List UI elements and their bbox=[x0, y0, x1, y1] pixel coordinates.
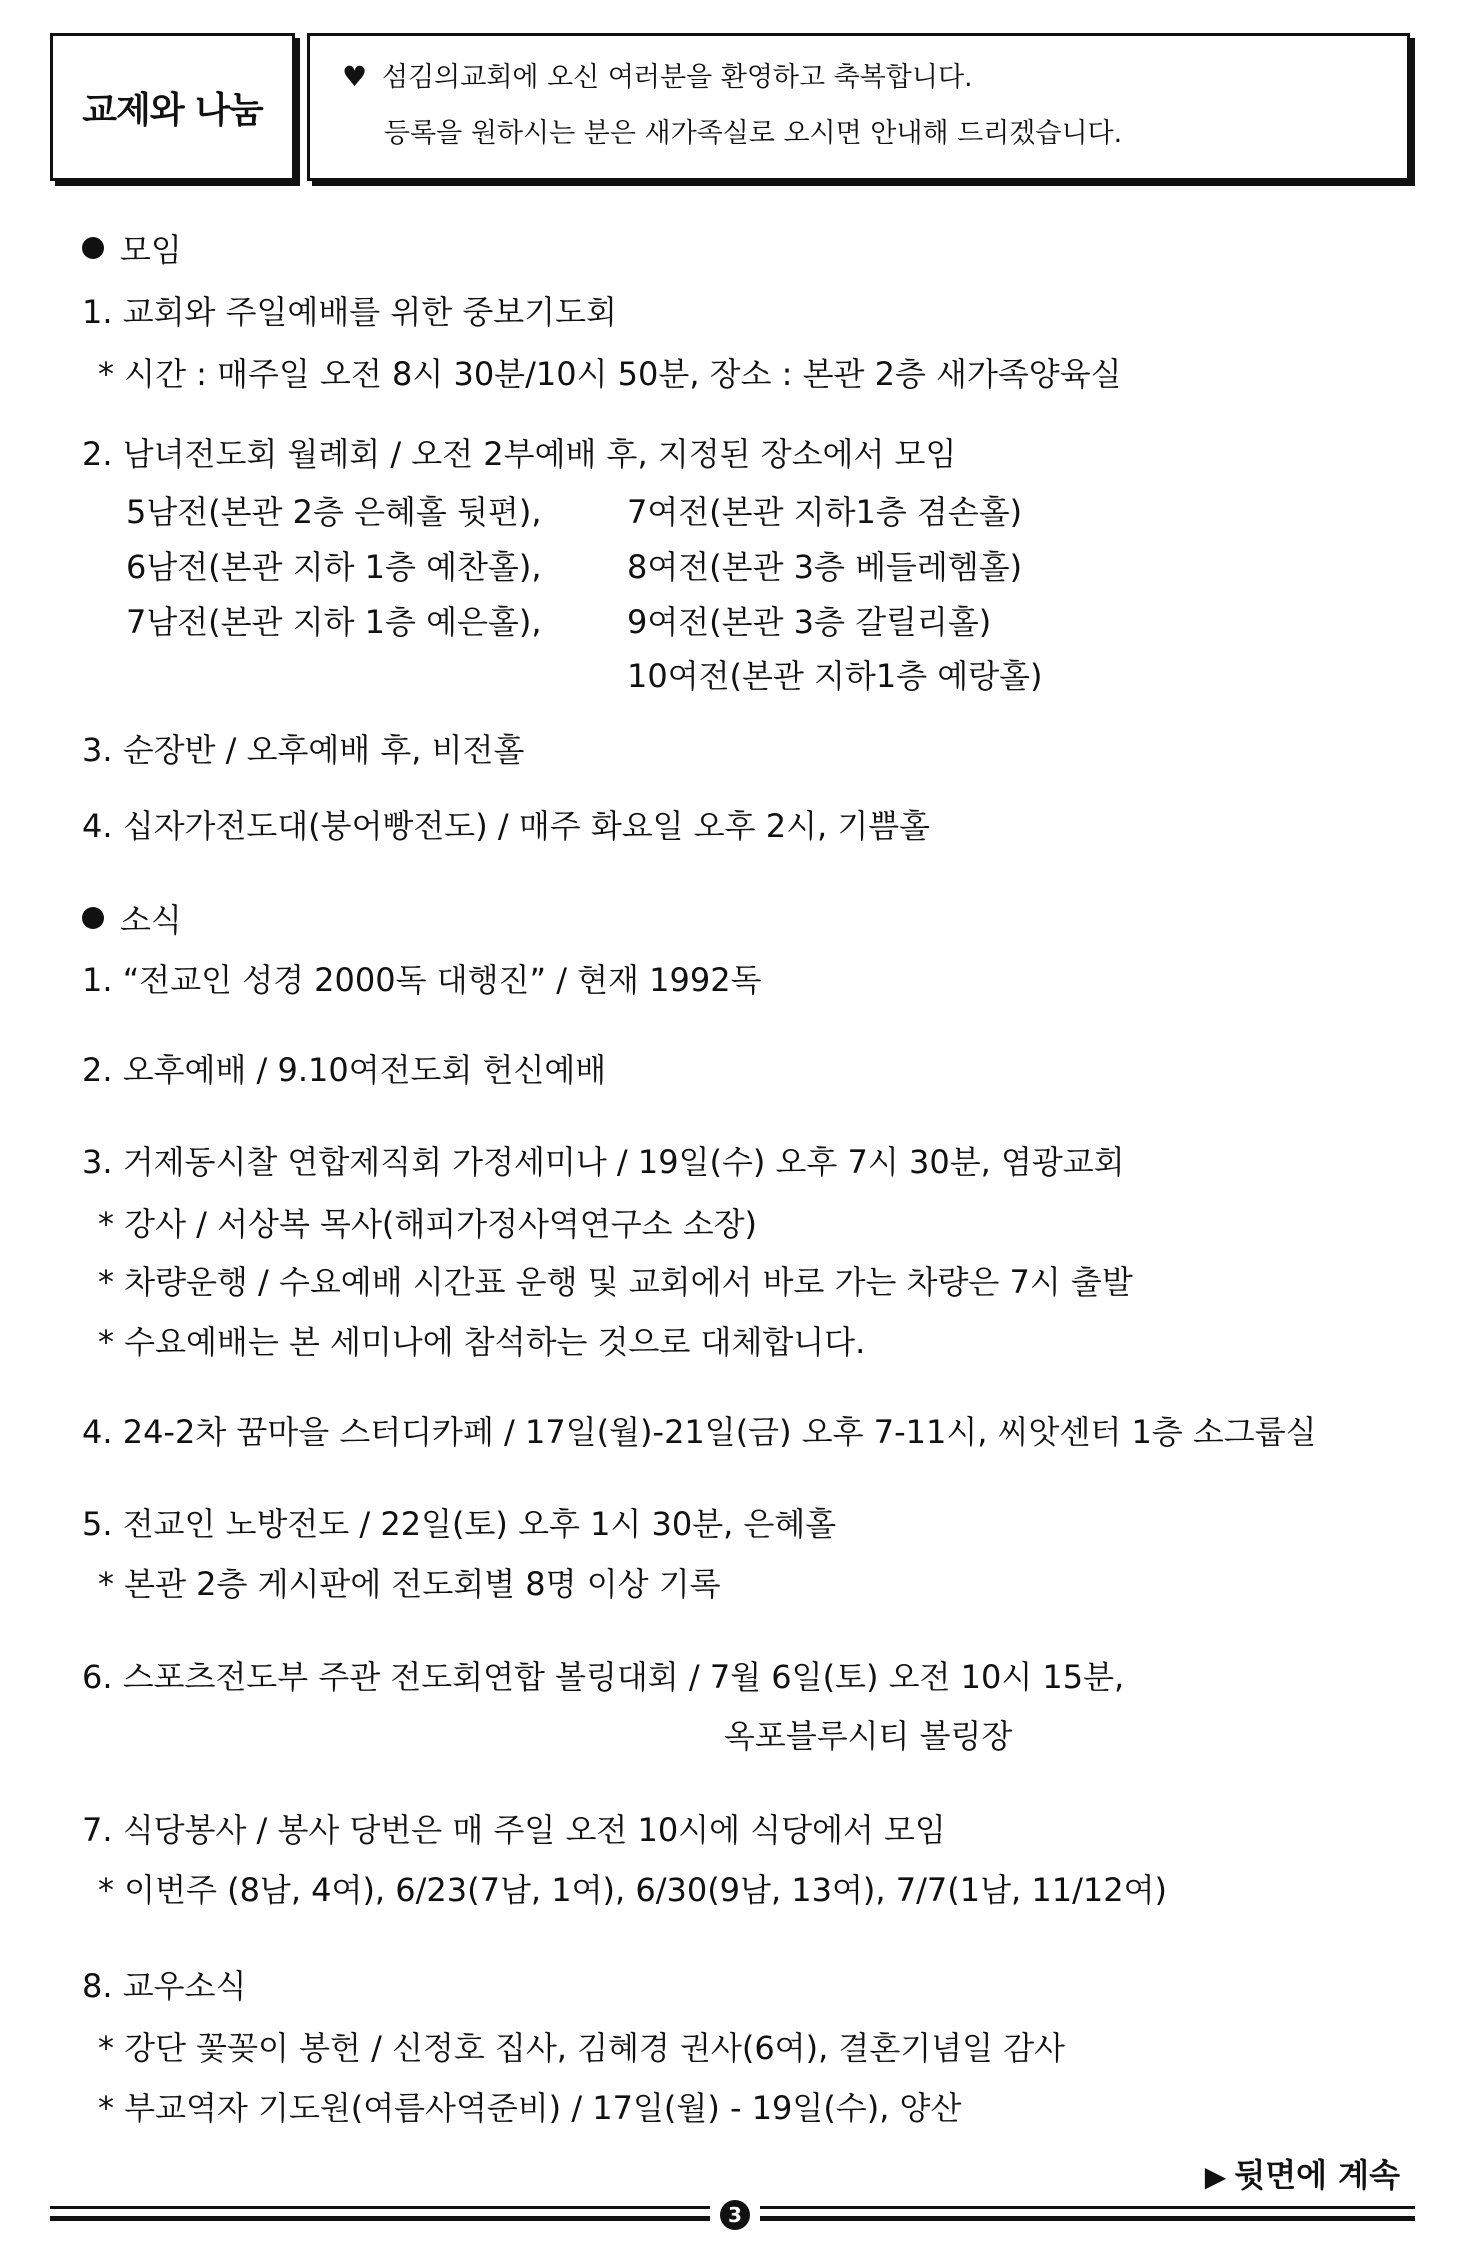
gathering-item-3: 3. 순장반 / 오후예배 후, 비전홀 bbox=[82, 731, 525, 769]
mens-group-2: 6남전(본관 지하 1층 예찬홀), bbox=[126, 548, 542, 586]
mens-group-3: 7남전(본관 지하 1층 예은홀), bbox=[126, 603, 542, 641]
news-heading: 소식 bbox=[82, 898, 182, 942]
footer-divider bbox=[760, 2216, 1415, 2221]
news-item-8-note-2: * 부교역자 기도원(여름사역준비) / 17일(월) - 19일(수), 양산 bbox=[98, 2089, 962, 2127]
footer-divider bbox=[50, 2206, 710, 2209]
news-item-5-note: * 본관 2층 게시판에 전도회별 8명 이상 기록 bbox=[98, 1565, 721, 1603]
bullet-icon bbox=[82, 237, 104, 259]
news-item-3-note-1: * 강사 / 서상복 목사(해피가정사역연구소 소장) bbox=[98, 1205, 758, 1243]
news-item-4: 4. 24-2차 꿈마을 스터디카페 / 17일(월)-21일(금) 오후 7-11시, 씨앗센터 1층 소그룹실 bbox=[82, 1413, 1317, 1451]
welcome-box bbox=[307, 33, 1410, 181]
news-item-1: 1. “전교인 성경 2000독 대행진” / 현재 1992독 bbox=[82, 961, 762, 999]
news-item-3: 3. 거제동시찰 연합제직회 가정세미나 / 19일(수) 오후 7시 30분, 염광교회 bbox=[82, 1143, 1125, 1181]
gathering-item-1: 1. 교회와 주일예배를 위한 중보기도회 bbox=[82, 293, 617, 331]
section-title-box bbox=[50, 33, 295, 181]
womens-group-1: 7여전(본관 지하1층 겸손홀) bbox=[627, 493, 1023, 531]
bullet-icon bbox=[82, 907, 104, 929]
heart-icon: ♥ bbox=[342, 60, 368, 93]
news-item-3-note-2: * 차량운행 / 수요예배 시간표 운행 및 교회에서 바로 가는 차량은 7시 출발 bbox=[98, 1263, 1133, 1301]
news-item-2: 2. 오후예배 / 9.10여전도회 헌신예배 bbox=[82, 1051, 607, 1089]
page-number: 3 bbox=[720, 2200, 750, 2230]
welcome-line-1: ♥ 섬김의교회에 오신 여러분을 환영하고 축복합니다. bbox=[342, 58, 1407, 97]
mens-group-1: 5남전(본관 2층 은혜홀 뒷편), bbox=[126, 493, 542, 531]
womens-group-3: 9여전(본관 3층 갈릴리홀) bbox=[627, 603, 992, 641]
page-footer bbox=[50, 2200, 1415, 2230]
news-item-6: 6. 스포츠전도부 주관 전도회연합 볼링대회 / 7월 6일(토) 오전 10시 15분, bbox=[82, 1658, 1125, 1696]
gathering-item-4: 4. 십자가전도대(붕어빵전도) / 매주 화요일 오후 2시, 기쁨홀 bbox=[82, 807, 931, 845]
gathering-item-1-note: * 시간 : 매주일 오전 8시 30분/10시 50분, 장소 : 본관 2층 새가족양육실 bbox=[98, 355, 1122, 393]
continue-on-back-label: ▶ 뒷면에 계속 bbox=[1204, 2156, 1400, 2194]
news-item-3-note-3: * 수요예배는 본 세미나에 참석하는 것으로 대체합니다. bbox=[98, 1323, 866, 1361]
news-item-8-note-1: * 강단 꽃꽂이 봉헌 / 신정호 집사, 김혜경 권사(6여), 결혼기념일 감사 bbox=[98, 2029, 1065, 2067]
footer-divider bbox=[50, 2216, 710, 2221]
gathering-item-2: 2. 남녀전도회 월례회 / 오전 2부예배 후, 지정된 장소에서 모임 bbox=[82, 435, 957, 473]
womens-group-4: 10여전(본관 지하1층 예랑홀) bbox=[627, 657, 1043, 695]
news-item-6-continued: 옥포블루시티 볼링장 bbox=[724, 1717, 1013, 1755]
footer-divider bbox=[760, 2206, 1415, 2209]
section-title: 교제와 나눔 bbox=[82, 89, 263, 131]
welcome-line-2: 등록을 원하시는 분은 새가족실로 오시면 안내해 드리겠습니다. bbox=[384, 118, 1123, 149]
news-item-5: 5. 전교인 노방전도 / 22일(토) 오후 1시 30분, 은혜홀 bbox=[82, 1505, 837, 1543]
right-triangle-icon: ▶ bbox=[1204, 2160, 1227, 2193]
womens-group-2: 8여전(본관 3층 베들레헴홀) bbox=[627, 548, 1023, 586]
news-item-8: 8. 교우소식 bbox=[82, 1967, 247, 2005]
news-item-7: 7. 식당봉사 / 봉사 당번은 매 주일 오전 10시에 식당에서 모임 bbox=[82, 1811, 946, 1849]
gathering-heading: 모임 bbox=[82, 228, 182, 272]
news-item-7-note: * 이번주 (8남, 4여), 6/23(7남, 1여), 6/30(9남, 13여), 7/7(1남, 11/12여) bbox=[98, 1871, 1167, 1909]
